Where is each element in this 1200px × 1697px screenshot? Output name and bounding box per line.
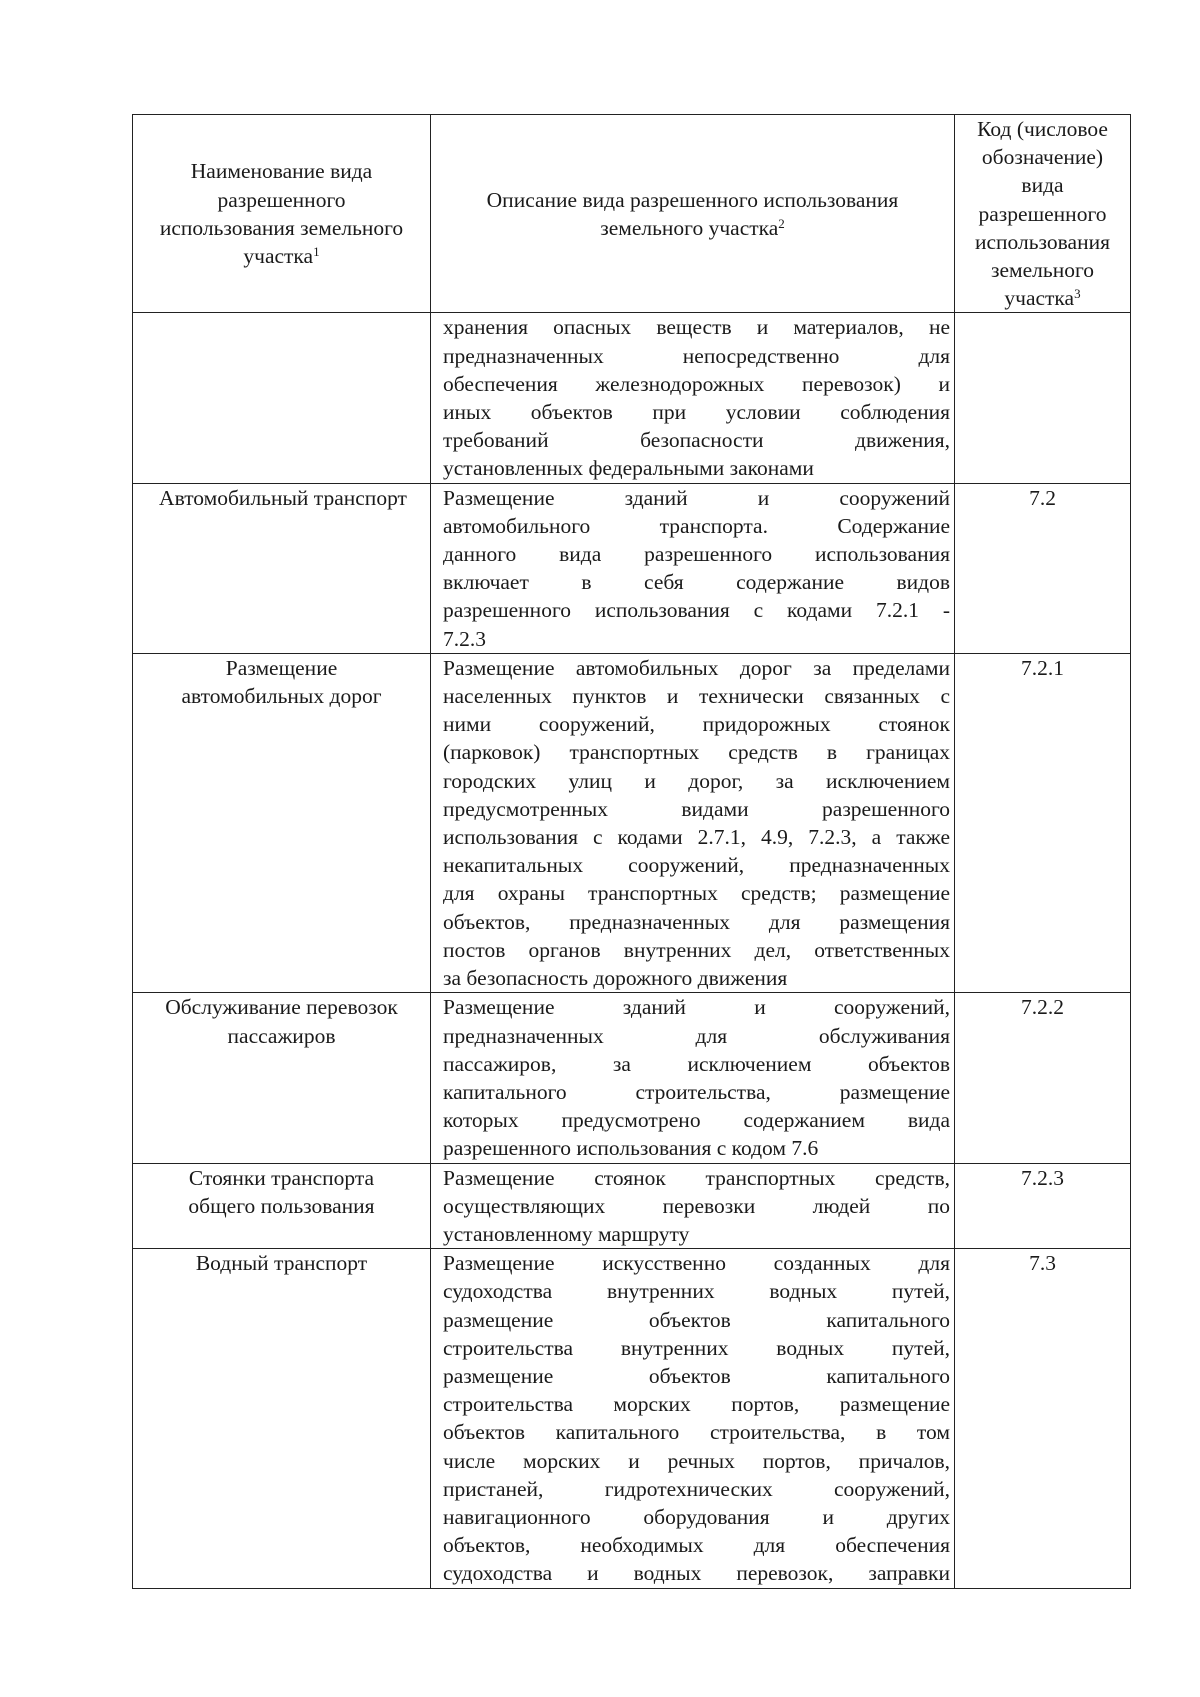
description-line: объектов, предназначенных для размещения	[443, 909, 950, 934]
row-name: Водный транспорт	[195, 1251, 368, 1276]
header-code	[955, 115, 1131, 313]
document-page	[132, 114, 1131, 1589]
row-code	[955, 313, 1131, 483]
header-description	[431, 115, 955, 313]
description-line: иных объектов при условии соблюдения	[443, 400, 950, 425]
description-line: (парковок) транспортных средств в границах	[443, 740, 950, 765]
row-name-cell	[133, 313, 431, 483]
table-row	[133, 1163, 1131, 1249]
description-line: Размещение стоянок транспортных средств,	[443, 1165, 950, 1190]
description-line: осуществляющих перевозки людей по	[443, 1193, 950, 1218]
table-body	[133, 313, 1131, 1588]
description-line: требований безопасности движения,	[443, 428, 950, 453]
description-line: Размещение зданий и сооружений	[443, 485, 950, 510]
description-line: предназначенных для обслуживания	[443, 1023, 950, 1048]
description-line: которых предусмотрено содержанием вида	[443, 1108, 950, 1133]
description-line: навигационного оборудования и других	[443, 1504, 950, 1529]
row-code: 7.2.3	[955, 1163, 1131, 1249]
header-code-text: Код (числовое обозначение) вида разрешенного использования земельного участка	[975, 117, 1110, 311]
header-name-footnote: 1	[313, 243, 320, 259]
row-name-cell	[133, 483, 431, 653]
description-line: разрешенного использования с кодом 7.6	[443, 1136, 819, 1161]
row-code: 7.3	[955, 1249, 1131, 1588]
row-name-cell	[133, 993, 431, 1163]
description-line: капитального строительства, размещение	[443, 1079, 950, 1104]
description-line: включает в себя содержание видов	[443, 570, 950, 595]
row-description	[431, 483, 955, 653]
description-line: пассажиров, за исключением объектов	[443, 1051, 950, 1076]
description-line: для охраны транспортных средств; размещение	[443, 881, 950, 906]
row-description	[431, 993, 955, 1163]
description-line: городских улиц и дорог, за исключением	[443, 768, 950, 793]
description-line: ними сооружений, придорожных стоянок	[443, 712, 950, 737]
header-description-text: Описание вида разрешенного использования земельного участка	[486, 187, 899, 240]
description-line: автомобильного транспорта. Содержание	[443, 513, 950, 538]
header-description-footnote: 2	[778, 215, 785, 231]
description-line: Размещение автомобильных дорог за пределами	[443, 655, 950, 680]
description-line: данного вида разрешенного использования	[443, 542, 950, 567]
description-line: установленному маршруту	[443, 1221, 690, 1246]
land-use-table	[132, 114, 1131, 1589]
description-line: Размещение зданий и сооружений,	[443, 995, 950, 1020]
table-header-row	[133, 115, 1131, 313]
description-line: размещение объектов капитального	[443, 1307, 950, 1332]
description-line: предусмотренных видами разрешенного	[443, 796, 950, 821]
description-line: объектов капитального строительства, в том	[443, 1420, 950, 1445]
description-line: за безопасность дорожного движения	[443, 966, 788, 991]
description-line: строительства внутренних водных путей,	[443, 1335, 950, 1360]
row-code: 7.2	[955, 483, 1131, 653]
description-line: числе морских и речных портов, причалов,	[443, 1448, 950, 1473]
row-name: Стоянки транспорта общего пользования	[188, 1165, 375, 1218]
row-description	[431, 653, 955, 992]
row-code: 7.2.2	[955, 993, 1131, 1163]
description-line: предназначенных непосредственно для	[443, 343, 950, 368]
header-code-footnote: 3	[1074, 286, 1081, 302]
description-line: объектов, необходимых для обеспечения	[443, 1533, 950, 1558]
description-line: строительства морских портов, размещение	[443, 1392, 950, 1417]
row-description	[431, 313, 955, 483]
table-row	[133, 313, 1131, 483]
description-line: некапитальных сооружений, предназначенных	[443, 853, 950, 878]
header-name-text: Наименование вида разрешенного использования земельного участка	[159, 159, 404, 268]
table-row	[133, 1249, 1131, 1588]
row-description	[431, 1163, 955, 1249]
description-line: Размещение искусственно созданных для	[443, 1251, 950, 1276]
row-name-cell	[133, 1249, 431, 1588]
description-line: населенных пунктов и технически связанных с	[443, 684, 950, 709]
description-line: 7.2.3	[443, 626, 486, 651]
row-description	[431, 1249, 955, 1588]
header-name	[133, 115, 431, 313]
description-line: пристаней, гидротехнических сооружений,	[443, 1476, 950, 1501]
description-line: обеспечения железнодорожных перевозок) и	[443, 371, 950, 396]
description-line: разрешенного использования с кодами 7.2.1 -	[443, 598, 950, 623]
table-row	[133, 993, 1131, 1163]
row-code: 7.2.1	[955, 653, 1131, 992]
row-name: Обслуживание перевозок пассажиров	[165, 995, 398, 1048]
row-name: Автомобильный транспорт	[159, 485, 407, 510]
table-row	[133, 483, 1131, 653]
description-line: использования с кодами 2.7.1, 4.9, 7.2.3, а также	[443, 825, 950, 850]
description-line: установленных федеральными законами	[443, 456, 814, 481]
row-name-cell	[133, 1163, 431, 1249]
row-name-cell	[133, 653, 431, 992]
row-name: Размещение автомобильных дорог	[181, 655, 382, 709]
description-line: размещение объектов капитального	[443, 1363, 950, 1388]
description-line: хранения опасных веществ и материалов, не	[443, 315, 950, 340]
description-line: постов органов внутренних дел, ответственных	[443, 937, 950, 962]
description-line: судоходства и водных перевозок, заправки	[443, 1561, 950, 1586]
description-line: судоходства внутренних водных путей,	[443, 1279, 950, 1304]
table-row	[133, 653, 1131, 992]
